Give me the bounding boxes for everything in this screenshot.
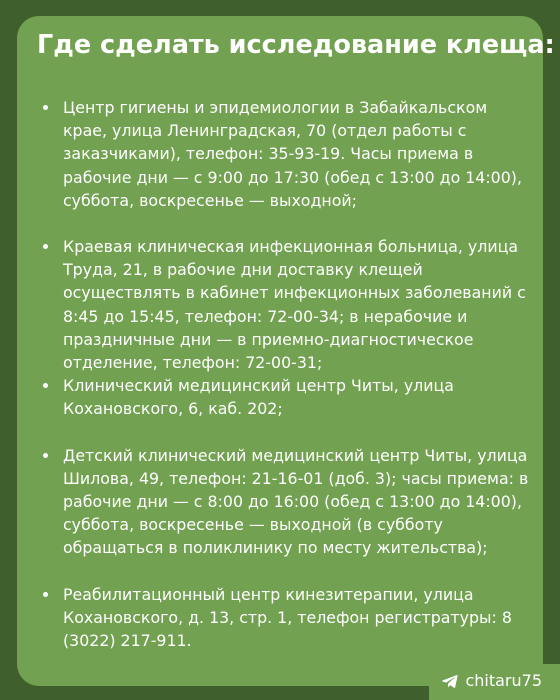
bullet-icon (43, 383, 48, 388)
info-card (17, 16, 555, 686)
page-title: Где сделать исследование клеща: (37, 30, 555, 60)
list-item (41, 374, 531, 420)
bullet-icon (43, 453, 48, 458)
list-item-text: Реабилитационный центр кинезитерапии, улица Кохановского, д. 13, стр. 1, телефон регистратуры: 8 (3022) 217-911. (63, 584, 512, 651)
telegram-icon (441, 672, 459, 690)
bullet-icon (43, 105, 48, 110)
list-item (41, 583, 531, 653)
list-item-text: Краевая клиническая инфекционная больница, улица Труда, 21, в рабочие дни доставку клещей осуществлять в кабинет инфекционных заболеваний с 8:45 до 15:45, телефон: 72-00-34; в нерабочие и праздничные дни — в приемно-диагностическое отделение, телефон: 72-00-31; (63, 237, 526, 373)
list-item (41, 235, 531, 374)
list-item (41, 96, 531, 212)
list-item-text: Центр гигиены и эпидемиологии в Забайкальском крае, улица Ленинградская, 70 (отдел работы с заказчиками), телефон: 35-93-19. Часы приема в рабочие дни — с 9:00 до 17:30 (обед с 13:00 до 14:00), суббота, воскресенье — выходной; (63, 98, 522, 210)
channel-badge[interactable] (429, 664, 560, 700)
location-list (41, 96, 531, 652)
bullet-icon (43, 592, 48, 597)
bullet-icon (43, 244, 48, 249)
list-item (41, 444, 531, 560)
list-item-text: Клинический медицинский центр Читы, улица Кохановского, 6, каб. 202; (63, 376, 454, 419)
channel-name: chitaru75 (465, 671, 542, 690)
list-item-text: Детский клинический медицинский центр Читы, улица Шилова, 49, телефон: 21-16-01 (доб. 3); часы приема: в рабочие дни — с 8:00 до 16:00 (обед с 13:00 до 14:00), суббота, воскресенье — выходной (в субботу обращаться в поликлинику по месту жительства); (63, 445, 529, 558)
